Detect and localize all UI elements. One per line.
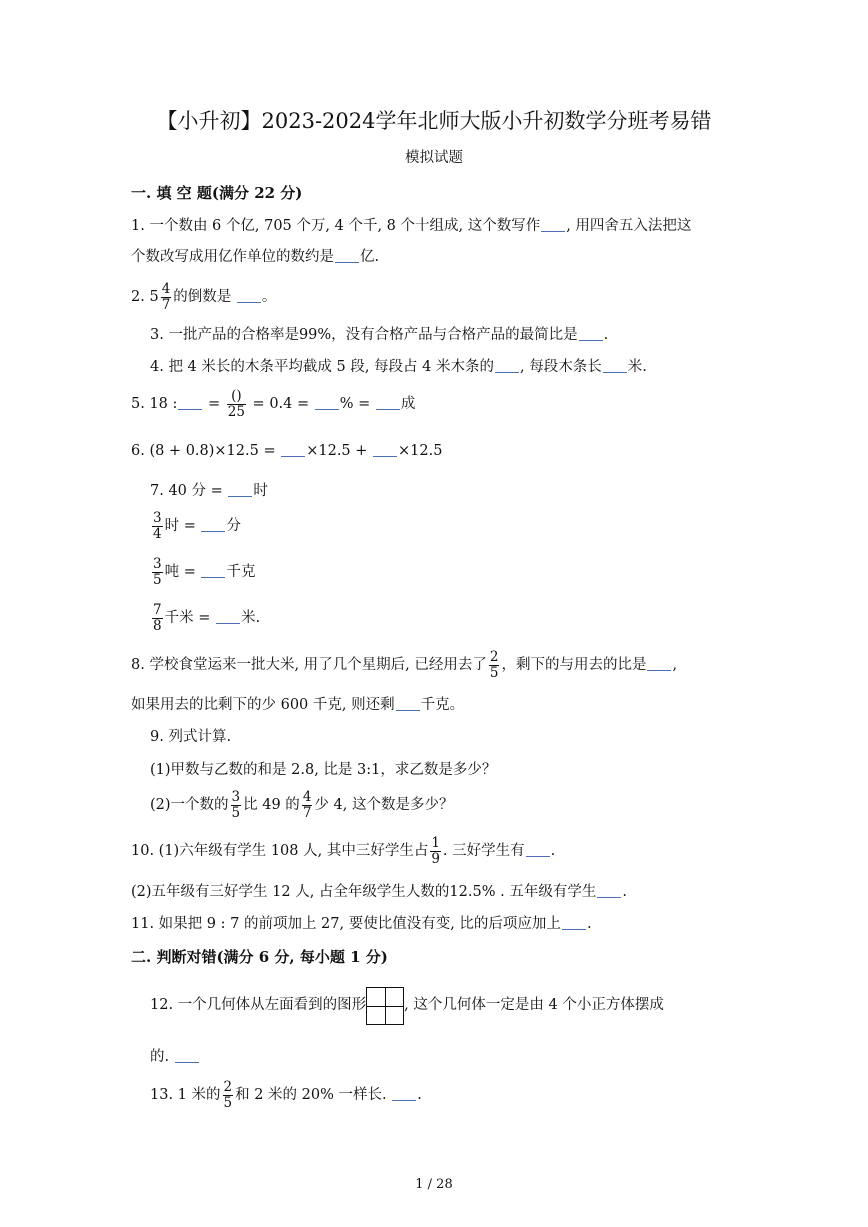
answer-blank[interactable] [315,394,339,410]
fraction: $\frac{7}{8}$ [153,601,162,634]
answer-blank[interactable] [216,608,240,624]
page-number: 1 / 28 [415,1177,453,1192]
document-subtitle: 模拟试题 [405,150,463,166]
question-6: 6. (8 + 0.8)×12.5 = ×12.5 + ×12.5 [131,443,443,459]
question-12-line-2: 的. [150,1047,200,1067]
fraction: $\frac{3}{5}$ [153,555,162,588]
fraction: $\frac{2}{5}$ [223,1078,233,1111]
question-10-part-2: (2)五年级有三好学生 12 人, 占全年级学生人数的12.5% . 五年级有学生 . [131,884,627,900]
answer-blank[interactable] [373,441,397,457]
question-7-line-2: $\frac{3}{4}$ 时 = 分 [153,509,241,542]
answer-blank[interactable] [647,655,671,671]
question-9-part-2: (2)一个数的 $\frac{3}{5}$ 比 49 的 $\frac{4}{7}$ 少 4, 这个数是多少？ [150,788,454,821]
question-9-heading: 9. 列式计算. [150,729,232,745]
answer-blank[interactable] [228,481,252,497]
question-13: 13. 1 米的 $\frac{2}{5}$ 和 2 米的 20% 一样长. . [150,1078,422,1111]
answer-blank[interactable] [201,516,225,532]
fraction: $\frac{4}{7}$ [302,788,312,821]
answer-blank[interactable] [603,357,627,373]
question-9-part-1: (1)甲数与乙数的和是 2.8, 比是 3:1，求乙数是多少？ [150,762,497,778]
answer-blank[interactable] [541,216,565,232]
answer-blank[interactable] [201,562,225,578]
question-7-line-1: 7. 40 分 = 时 [150,483,268,499]
answer-blank[interactable] [376,394,400,410]
question-11: 11. 如果把 9 : 7 的前项加上 27, 要使比值没有变, 比的后项应加上 . [131,916,592,932]
question-2: 2. 5 $\frac{4}{7}$ 的倒数是 。 [131,280,277,313]
question-7-line-4: $\frac{7}{8}$ 千米 = 米. [153,601,261,634]
answer-blank[interactable] [526,841,550,857]
fraction: $\frac{()}{25}$ [227,387,245,420]
answer-blank[interactable] [579,325,603,341]
fraction: $\frac{3}{5}$ [231,788,241,821]
question-12-line-1: 12. 一个几何体从左面看到的图形 , 这个几何体一定是由 4 个小正方体摆成 [150,985,664,1025]
answer-blank[interactable] [562,914,586,930]
question-4: 4. 把 4 米长的木条平均截成 5 段, 每段占 4 米木条的 , 每段木条长 米. [150,359,647,375]
answer-blank[interactable] [237,287,261,303]
answer-blank[interactable] [495,357,519,373]
fraction: $\frac{4}{7}$ [161,280,171,313]
question-5: 5. 18 : = $\frac{()}{25}$ = 0.4 = % = 成 [131,387,416,420]
answer-blank[interactable] [175,1047,199,1063]
mixed-number-whole: 5 [149,289,159,305]
answer-blank[interactable] [178,394,202,410]
section-heading-true-false: 二. 判断对错(满分 6 分, 每小题 1 分) [131,948,388,966]
fraction: $\frac{2}{5}$ [489,648,499,681]
fraction: $\frac{3}{4}$ [153,509,162,542]
question-1-line-2: 个数改写成用亿作单位的数约是 亿. [131,249,380,265]
question-8-line-1: 8. 学校食堂运来一批大米, 用了几个星期后, 已经用去了 $\frac{2}{5}$ ，剩下的与用去的比是 , [131,648,678,681]
document-title: 【小升初】2023-2024学年北师大版小升初数学分班考易错 [156,109,712,133]
answer-blank[interactable] [396,695,420,711]
question-7-line-3: $\frac{3}{5}$ 吨 = 千克 [153,555,256,588]
question-1-line-1: 1. 一个数由 6 个亿, 705 个万, 4 个千, 8 个十组成, 这个数写作 , 用四舍五入法把这 [131,218,692,234]
question-10-part-1: 10. (1)六年级有学生 108 人, 其中三好学生占 $\frac{1}{9}$ . 三好学生有 . [131,834,556,867]
fraction: $\frac{1}{9}$ [431,834,440,867]
three-square-view-figure [366,987,404,1025]
section-heading-fill-blank: 一. 填 空 题(满分 22 分) [131,184,303,202]
question-3: 3. 一批产品的合格率是99%，没有合格产品与合格产品的最简比是 . [150,327,609,343]
answer-blank[interactable] [392,1085,416,1101]
answer-blank[interactable] [281,441,305,457]
question-8-line-2: 如果用去的比剩下的少 600 千克, 则还剩 千克。 [131,697,465,713]
answer-blank[interactable] [597,882,621,898]
answer-blank[interactable] [335,247,359,263]
